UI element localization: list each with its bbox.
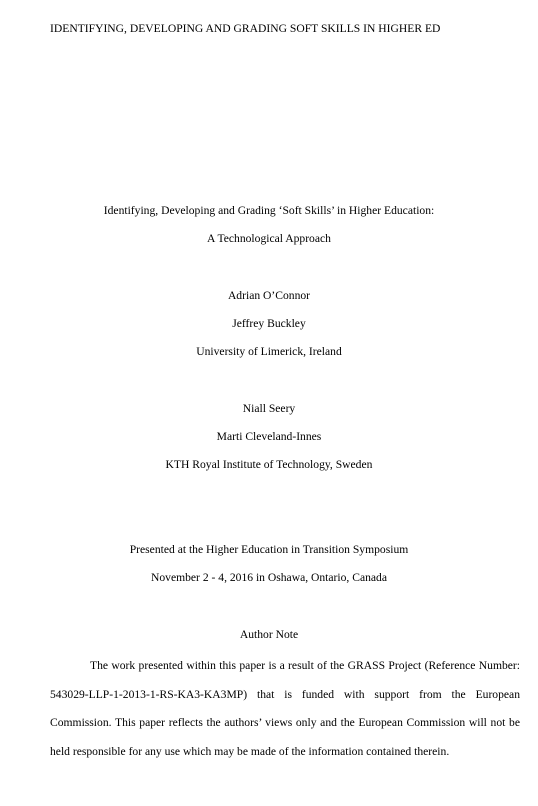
- author-name: Niall Seery: [242, 402, 296, 415]
- author-name: Marti Cleveland-Innes: [216, 430, 322, 443]
- presentation-venue: Presented at the Higher Education in Transition Symposium: [129, 543, 409, 556]
- author-note-body: [50, 652, 520, 766]
- author-name: Jeffrey Buckley: [232, 317, 306, 330]
- author-name: Adrian O’Connor: [227, 289, 311, 302]
- paper-title-line-2: A Technological Approach: [207, 232, 331, 245]
- author-note-paragraph: The work presented within this paper is a result of the GRASS Project (Reference Number: 543029-LLP-1-2013-1-RS-KA3-KA3MP) that is funded with support from the European Commission. This paper reflects the authors’ views only and the European Commission will not be held responsible for any use which may be made of the information contained therein.: [50, 659, 520, 758]
- author-affiliation: KTH Royal Institute of Technology, Sweden: [165, 458, 373, 471]
- author-note-heading: Author Note: [239, 628, 299, 641]
- paper-title-line-1: Identifying, Developing and Grading ‘Soft Skills’ in Higher Education:: [103, 204, 435, 217]
- presentation-date-location: November 2 - 4, 2016 in Oshawa, Ontario, Canada: [150, 571, 387, 584]
- running-head: IDENTIFYING, DEVELOPING AND GRADING SOFT SKILLS IN HIGHER ED: [50, 22, 441, 35]
- author-affiliation: University of Limerick, Ireland: [196, 345, 342, 358]
